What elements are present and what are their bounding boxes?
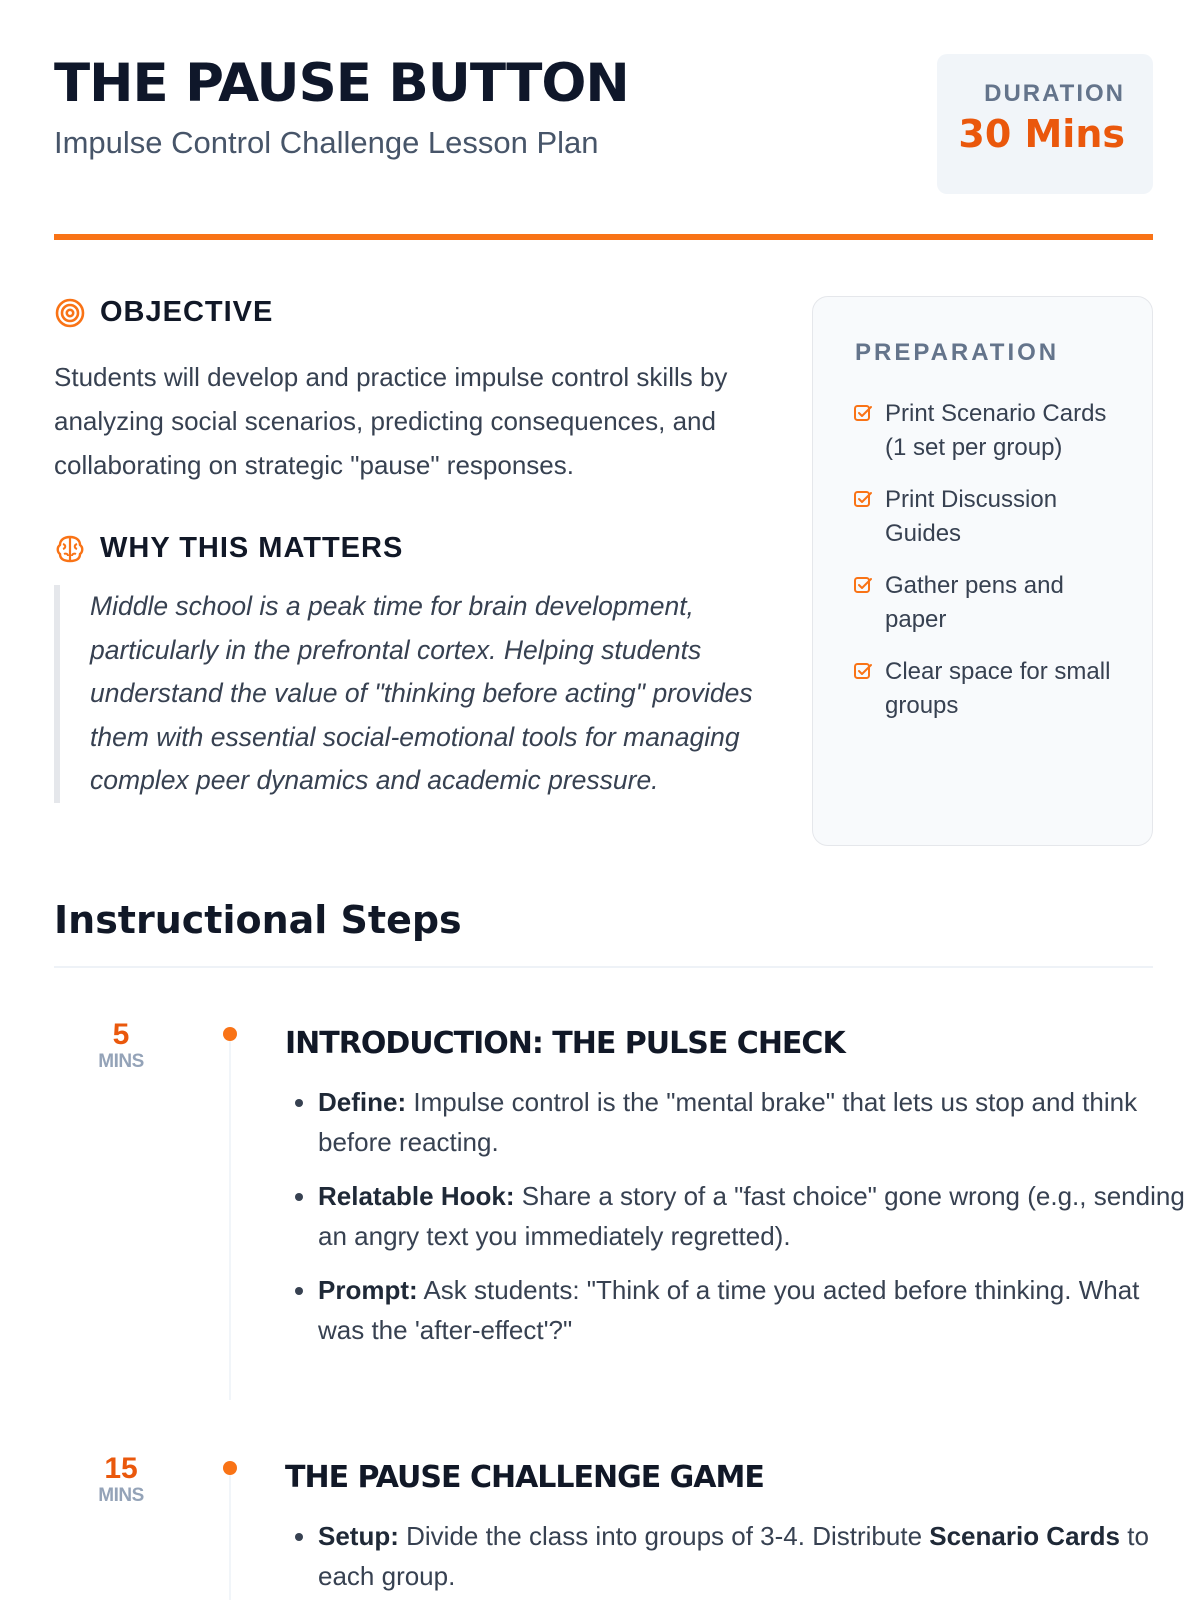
step-duration-value: 5 — [112, 1018, 130, 1051]
why-heading-label: WHY THIS MATTERS — [100, 532, 404, 564]
duration-badge — [937, 54, 1153, 194]
step-duration — [80, 1018, 162, 1073]
preparation-item — [853, 483, 1123, 551]
preparation-item-label: Clear space for small groups — [885, 658, 1111, 719]
page-title: THE PAUSE BUTTON — [54, 53, 629, 114]
timeline-dot — [223, 1027, 237, 1041]
timeline-line — [229, 1040, 231, 1400]
step-title: THE PAUSE CHALLENGE GAME — [285, 1460, 764, 1495]
step-bullets — [285, 1516, 1188, 1610]
objective-heading-label: OBJECTIVE — [100, 296, 274, 328]
objective-heading — [54, 296, 273, 329]
header-divider — [54, 234, 1153, 240]
checkbox-check-icon — [853, 661, 873, 681]
preparation-card — [812, 296, 1153, 846]
preparation-list — [853, 397, 1123, 741]
bullet-text-tail: to each group. — [318, 1521, 1149, 1591]
step-bullets — [285, 1082, 1188, 1364]
step-duration-unit: MINS — [98, 1485, 144, 1506]
step-bullet — [318, 1516, 1188, 1596]
objective-text: Students will develop and practice impulse control skills by analyzing social scenarios, predicting consequences, and collaborating on strategic "pause" responses. — [54, 362, 728, 480]
bullet-text: Impulse control is the "mental brake" that lets us stop and think before reacting. — [318, 1087, 1138, 1157]
preparation-title: PREPARATION — [855, 339, 1060, 366]
step-bullet — [318, 1270, 1188, 1350]
bullet-label: Define: — [318, 1087, 407, 1117]
duration-label: DURATION — [984, 80, 1125, 107]
step-bullet — [318, 1176, 1188, 1256]
preparation-item-label: Print Discussion Guides — [885, 486, 1058, 547]
duration-value: 30 Mins — [958, 112, 1125, 156]
why-quote: Middle school is a peak time for brain development, particularly in the prefrontal cortex. Helping students understand the value of "thinking before acting" provides them with essential social-emotional tools for managing complex peer dynamics and academic pressure. — [54, 585, 802, 803]
brain-icon — [54, 533, 86, 565]
step-duration — [80, 1452, 162, 1507]
preparation-item — [853, 569, 1123, 637]
step-duration-unit: MINS — [98, 1051, 144, 1072]
checkbox-check-icon — [853, 403, 873, 423]
target-icon — [54, 297, 86, 329]
step-bullet — [318, 1082, 1188, 1162]
bullet-text: Divide the class into groups of 3-4. Distribute — [398, 1521, 930, 1551]
preparation-item — [853, 397, 1123, 465]
checkbox-check-icon — [853, 489, 873, 509]
timeline-dot — [223, 1461, 237, 1475]
steps-divider — [54, 966, 1153, 968]
timeline-line — [229, 1474, 231, 1600]
page-subtitle: Impulse Control Challenge Lesson Plan — [54, 125, 599, 160]
bullet-text: Share a story of a "fast choice" gone wrong (e.g., sending an angry text you immediately regretted). — [318, 1181, 1185, 1251]
bullet-label: Setup: — [318, 1521, 399, 1551]
bullet-label: Relatable Hook: — [318, 1181, 515, 1211]
bullet-emphasis: Scenario Cards — [929, 1521, 1120, 1551]
bullet-label: Prompt: — [318, 1275, 418, 1305]
preparation-item-label: Gather pens and paper — [885, 572, 1064, 633]
steps-title: Instructional Steps — [54, 898, 462, 942]
preparation-item — [853, 655, 1123, 723]
bullet-text: Ask students: "Think of a time you acted before thinking. What was the 'after-effect'?" — [318, 1275, 1140, 1345]
preparation-item-label: Print Scenario Cards (1 set per group) — [885, 400, 1107, 461]
why-heading — [54, 532, 403, 565]
step-title: INTRODUCTION: THE PULSE CHECK — [285, 1026, 845, 1061]
checkbox-check-icon — [853, 575, 873, 595]
step-duration-value: 15 — [104, 1452, 138, 1485]
